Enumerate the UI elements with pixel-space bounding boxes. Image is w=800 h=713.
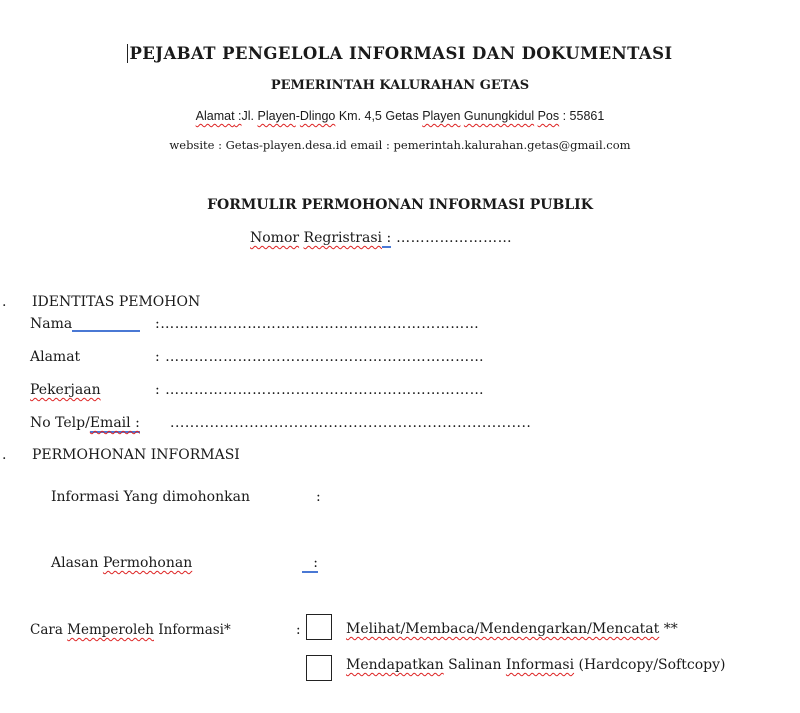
section2-marker: . xyxy=(2,447,7,463)
method-colon: : xyxy=(296,622,301,638)
form-title: FORMULIR PERMOHONAN INFORMASI PUBLIK xyxy=(207,197,593,213)
office-title: PEJABAT PENGELOLA INFORMASI DAN DOKUMENTASI xyxy=(129,44,673,63)
office-address: Alamat :Jl. Playen-Dlingo Km. 4,5 Getas Playen Gunungkidul Pos : 55861 xyxy=(195,109,605,123)
reason-label: Alasan Permohonan xyxy=(51,555,193,571)
alamat-field[interactable]: : ………………………………………………………… xyxy=(155,349,485,365)
pekerjaan-field[interactable]: : ………………………………………………………… xyxy=(155,382,485,398)
info-requested-label: Informasi Yang dimohonkan xyxy=(51,489,250,505)
option-copy-checkbox[interactable] xyxy=(306,655,332,681)
section1-marker: . xyxy=(2,294,7,310)
office-contact: website : Getas-playen.desa.id email : pemerintah.kalurahan.getas@gmail.com xyxy=(169,138,631,152)
pekerjaan-label: Pekerjaan xyxy=(30,382,101,398)
nama-label: Nama xyxy=(30,316,140,332)
telp-email-label: No Telp/Email : xyxy=(30,415,140,431)
section2-heading: PERMOHONAN INFORMASI xyxy=(32,447,240,463)
nama-field[interactable]: :………………………………………………………… xyxy=(155,316,480,332)
info-requested-colon[interactable]: : xyxy=(316,489,321,505)
telp-email-field[interactable]: ......................................................................... xyxy=(170,415,532,431)
registration-number: Nomor Regristrasi : …………………… xyxy=(250,230,513,246)
option-view-label: Melihat/Membaca/Mendengarkan/Mencatat ** xyxy=(346,621,678,637)
alamat-label: Alamat xyxy=(30,349,81,365)
option-view-checkbox[interactable] xyxy=(306,614,332,640)
method-label: Cara Memperoleh Informasi* xyxy=(30,622,231,638)
section1-heading: IDENTITAS PEMOHON xyxy=(32,294,201,310)
option-copy-label: Mendapatkan Salinan Informasi (Hardcopy/Softcopy) xyxy=(346,657,726,673)
office-subtitle: PEMERINTAH KALURAHAN GETAS xyxy=(270,78,530,93)
reason-colon[interactable]: : xyxy=(302,555,318,573)
